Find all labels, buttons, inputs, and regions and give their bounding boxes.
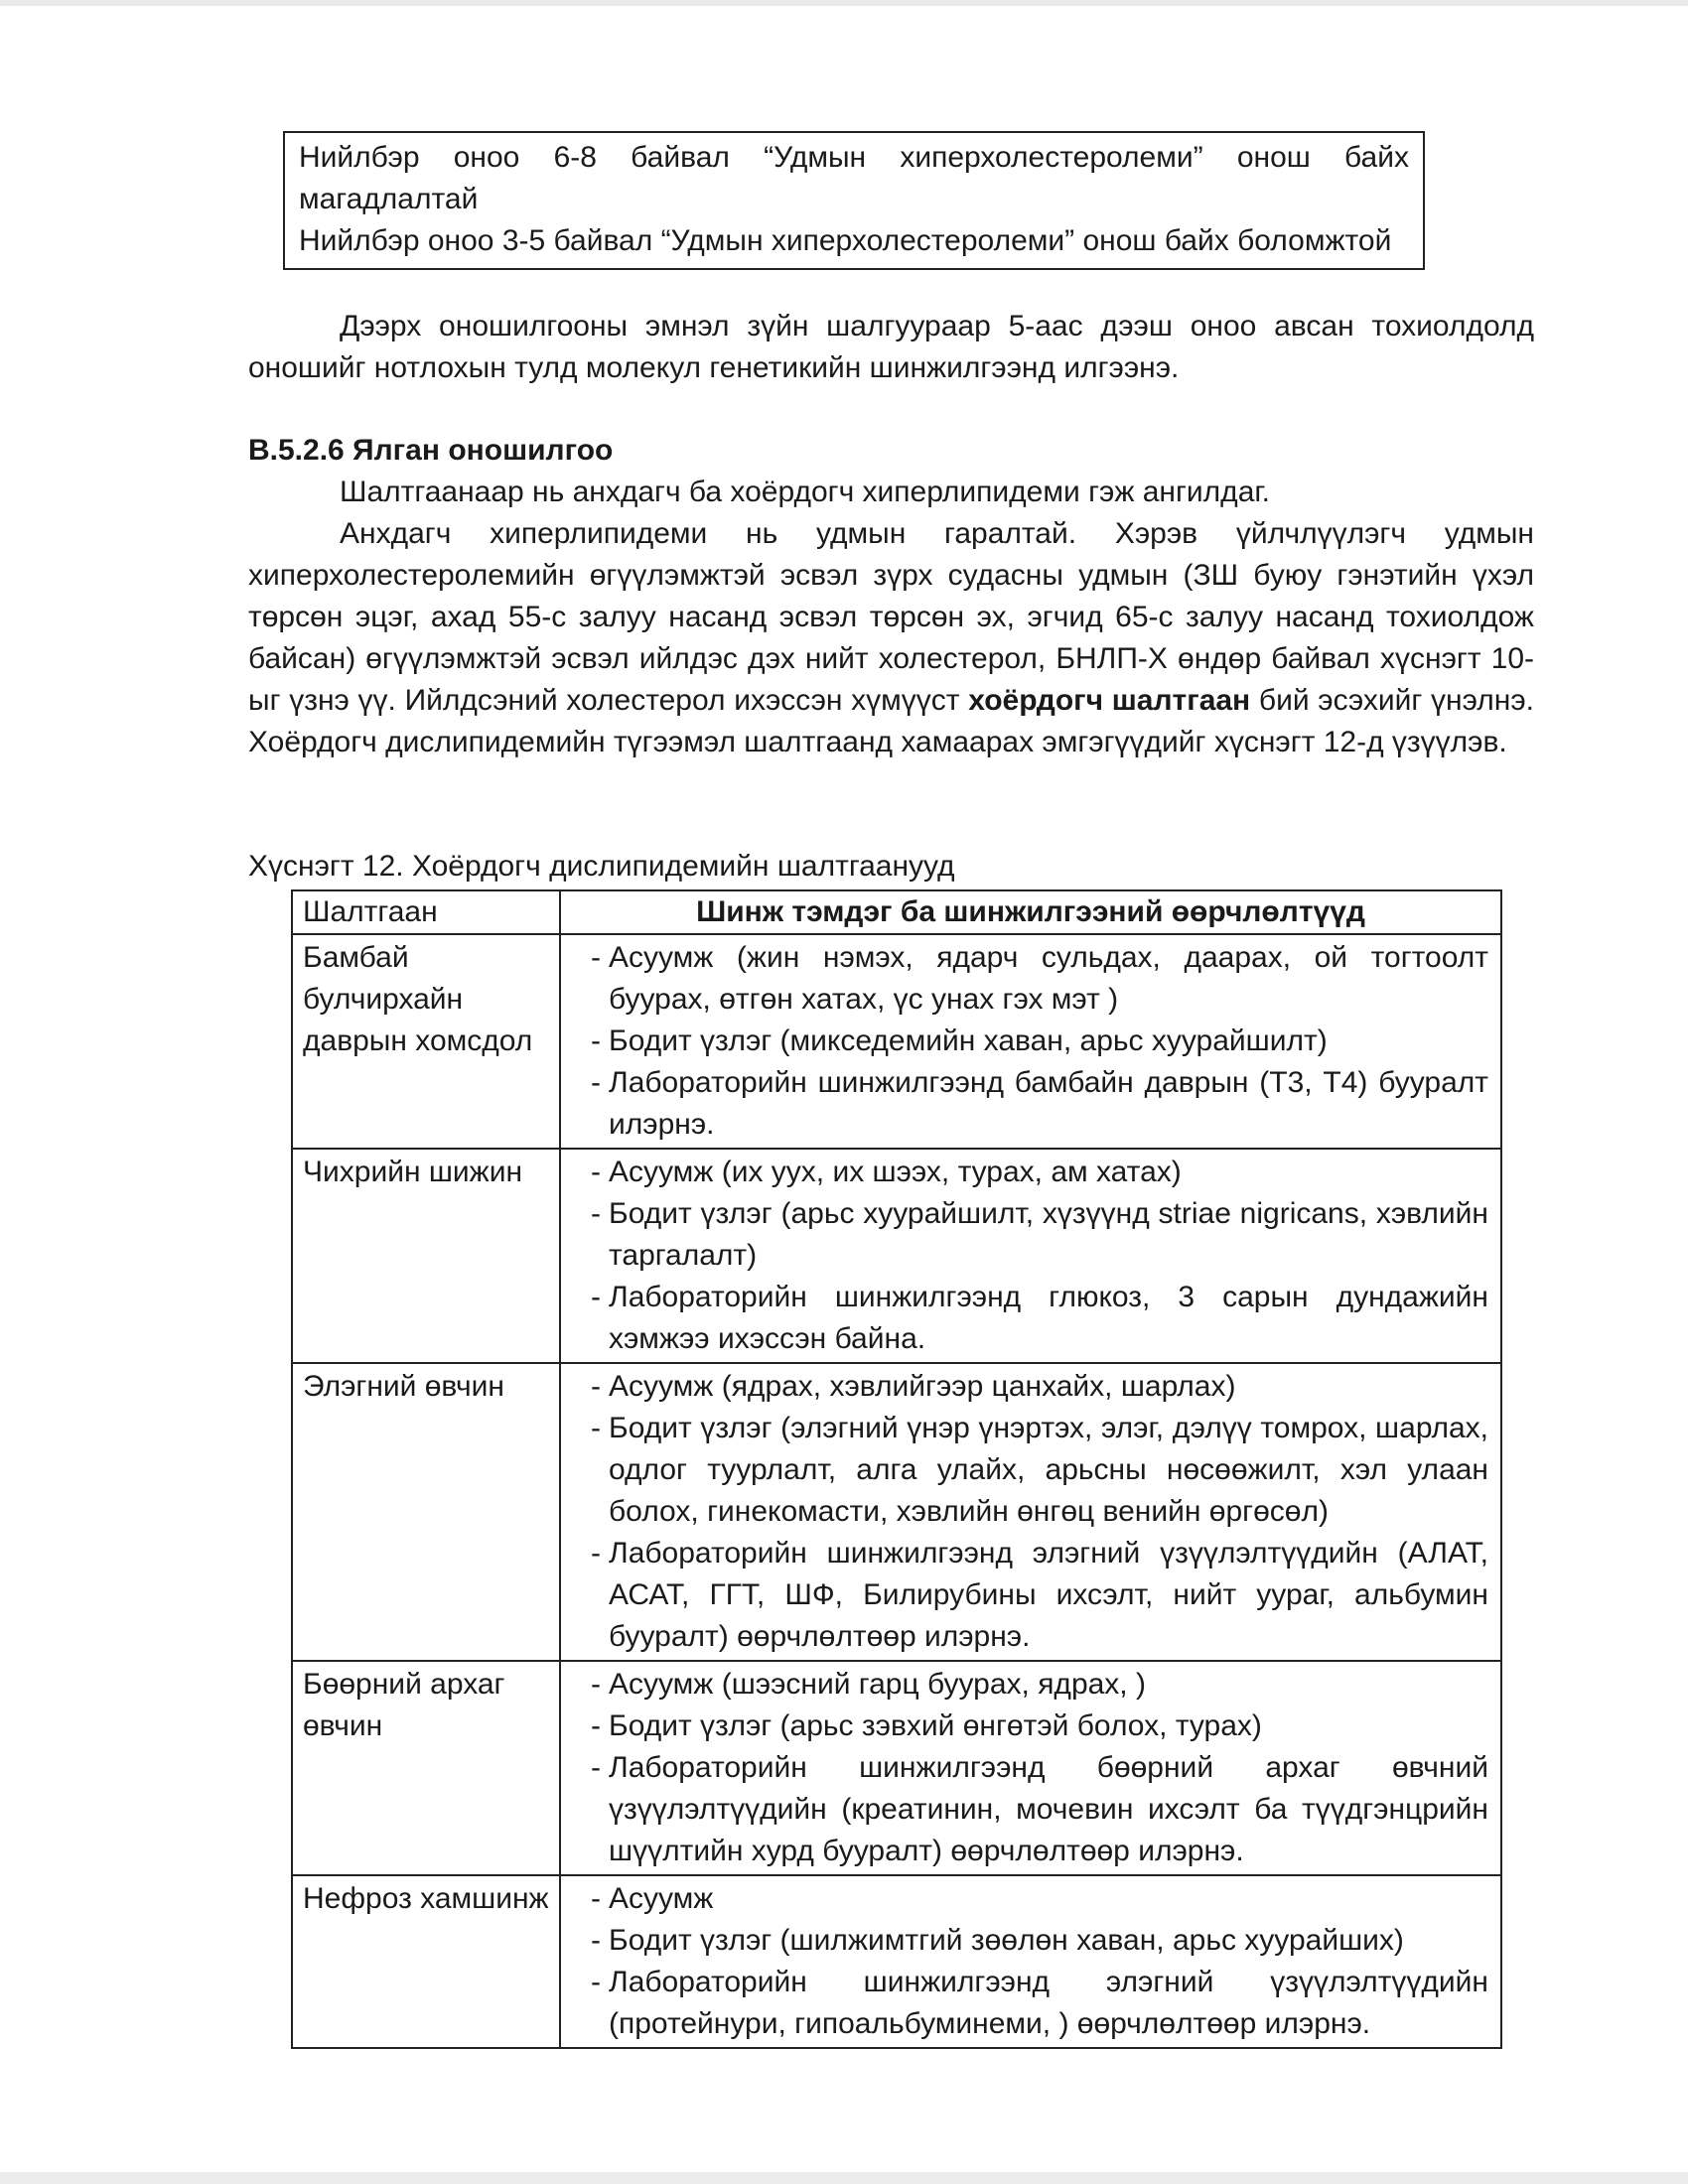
finding-history: - Асуумж (их уух, их шээх, турах, ам хатах) (591, 1152, 1488, 1193)
finding-exam: - Бодит үзлэг (элэгний үнэр үнэртэх, элэг, дэлүү томрох, шарлах, одлог туурлалт, алга улайх, арьсны нөсөөжилт, хэл улаан болох, гинекомасти, хэвлийн өнгөц венийн өргөсөл) (591, 1408, 1488, 1533)
section-heading: В.5.2.6 Ялган оношилгоо (248, 434, 614, 467)
findings-cell (560, 1149, 1501, 1363)
primary-hyperlipidemia-paragraph (248, 513, 1534, 763)
finding-history: - Асуумж (жин нэмэх, ядарч сульдах, даарах, ой тогтоолт буурах, өтгөн хатах, үс унах гэх мэт ) (591, 937, 1488, 1021)
paragraph-text-end: бий эсэхийг үнэлнэ. Хоёрдогч дислипидемийн түгээмэл шалтгаанд хамаарах эмгэгүүдийг хүснэгт 12-д үзүүлэв. (248, 684, 1534, 758)
cause-cell: Чихрийн шижин (292, 1149, 560, 1363)
secondary-dyslipidemia-table (291, 889, 1502, 2049)
finding-exam: - Бодит үзлэг (шилжимтгий зөөлөн хаван, арьс хуурайших) (591, 1920, 1488, 1962)
finding-lab: - Лабораторийн шинжилгээнд элэгний үзүүлэлтүүдийн (протейнури, гипоальбуминеми, ) өөрчлөлтөөр илэрнэ. (591, 1962, 1488, 2045)
paragraph-text-start: Анхдагч хиперлипидеми нь удмын гаралтай. Хэрэв үйлчлүүлэгч удмын хиперхолестеролемийн өгүүлэмжтэй эсвэл зүрх судасны удмын (ЗШ буюу гэнэтийн үхэл төрсөн эцэг, ахад 55-с залуу насанд эсвэл төрсөн эх, эгчид 65-с залуу насанд тохиолдож байсан) өгүүлэмжтэй эсвэл ийлдэс дэх нийт холестерол, БНЛП-Х өндөр байвал хүснэгт 10-ыг үзнэ үү. Ийлдсэний холестерол ихэссэн хүмүүст (248, 517, 1534, 717)
table-caption: Хүснэгт 12. Хоёрдогч дислипидемийн шалтгаанууд (248, 850, 955, 883)
cause-cell: Элэгний өвчин (292, 1363, 560, 1661)
finding-history: - Асуумж (ядрах, хэвлийгээр цанхайх, шарлах) (591, 1366, 1488, 1408)
header-findings: Шинж тэмдэг ба шинжилгээний өөрчлөлтүүд (560, 890, 1501, 934)
finding-lab: - Лабораторийн шинжилгээнд бөөрний архаг өвчний үзүүлэлтүүдийн (креатинин, мочевин ихсэлт ба түүдгэнцрийн шүүлтийн хурд бууралт) өөрчлөлтөөр илэрнэ. (591, 1747, 1488, 1872)
header-cause: Шалтгаан (292, 890, 560, 934)
table-row (292, 1661, 1501, 1875)
findings-cell (560, 934, 1501, 1149)
finding-exam: - Бодит үзлэг (микседемийн хаван, арьс хуурайшилт) (591, 1021, 1488, 1062)
score-line-6-8: Нийлбэр оноо 6-8 байвал “Удмын хиперхолестеролеми” онош байх магадлалтай (299, 141, 1409, 215)
table-row (292, 1875, 1501, 2048)
finding-history: - Асуумж (591, 1878, 1488, 1920)
table-row (292, 934, 1501, 1149)
findings-cell (560, 1661, 1501, 1875)
findings-cell (560, 1875, 1501, 2048)
cause-cell: Бөөрний архаг өвчин (292, 1661, 560, 1875)
finding-exam: - Бодит үзлэг (арьс хуурайшилт, хүзүүнд striae nigricans, хэвлийн таргалалт) (591, 1193, 1488, 1277)
scan-edge-top (0, 0, 1688, 6)
intro-paragraph-block (248, 306, 1534, 389)
bold-secondary-cause: хоёрдогч шалтгаан (968, 684, 1251, 717)
finding-history: - Асуумж (шээсний гарц буурах, ядрах, ) (591, 1664, 1488, 1706)
table-row (292, 1363, 1501, 1661)
score-interpretation-box (283, 131, 1425, 270)
finding-lab: - Лабораторийн шинжилгээнд глюкоз, 3 сарын дундажийн хэмжээ ихэссэн байна. (591, 1277, 1488, 1360)
table-header-row (292, 890, 1501, 934)
differential-diagnosis-text (248, 472, 1534, 763)
cause-cell: Бамбай булчирхайн даврын хомсдол (292, 934, 560, 1149)
score-line-3-5: Нийлбэр оноо 3-5 байвал “Удмын хиперхолестеролеми” онош байх боломжтой (299, 224, 1392, 257)
table-row (292, 1149, 1501, 1363)
classification-paragraph: Шалтгаанаар нь анхдагч ба хоёрдогч хиперлипидеми гэж ангилдаг. (340, 476, 1270, 508)
finding-exam: - Бодит үзлэг (арьс зэвхий өнгөтэй болох, турах) (591, 1706, 1488, 1747)
finding-lab: - Лабораторийн шинжилгээнд бамбайн даврын (Т3, Т4) бууралт илэрнэ. (591, 1062, 1488, 1146)
finding-lab: - Лабораторийн шинжилгээнд элэгний үзүүлэлтүүдийн (АЛАТ, АСАТ, ГГТ, ШФ, Билирубины ихсэлт, нийт уураг, альбумин бууралт) өөрчлөлтөөр илэрнэ. (591, 1533, 1488, 1658)
cause-cell: Нефроз хамшинж (292, 1875, 560, 2048)
findings-cell (560, 1363, 1501, 1661)
scan-edge-bottom (0, 2172, 1688, 2184)
intro-paragraph: Дээрх оношилгооны эмнэл зүйн шалгуураар 5-аас дээш оноо авсан тохиолдолд оношийг нотлохын тулд молекул генетикийн шинжилгээнд илгээнэ. (248, 310, 1534, 384)
